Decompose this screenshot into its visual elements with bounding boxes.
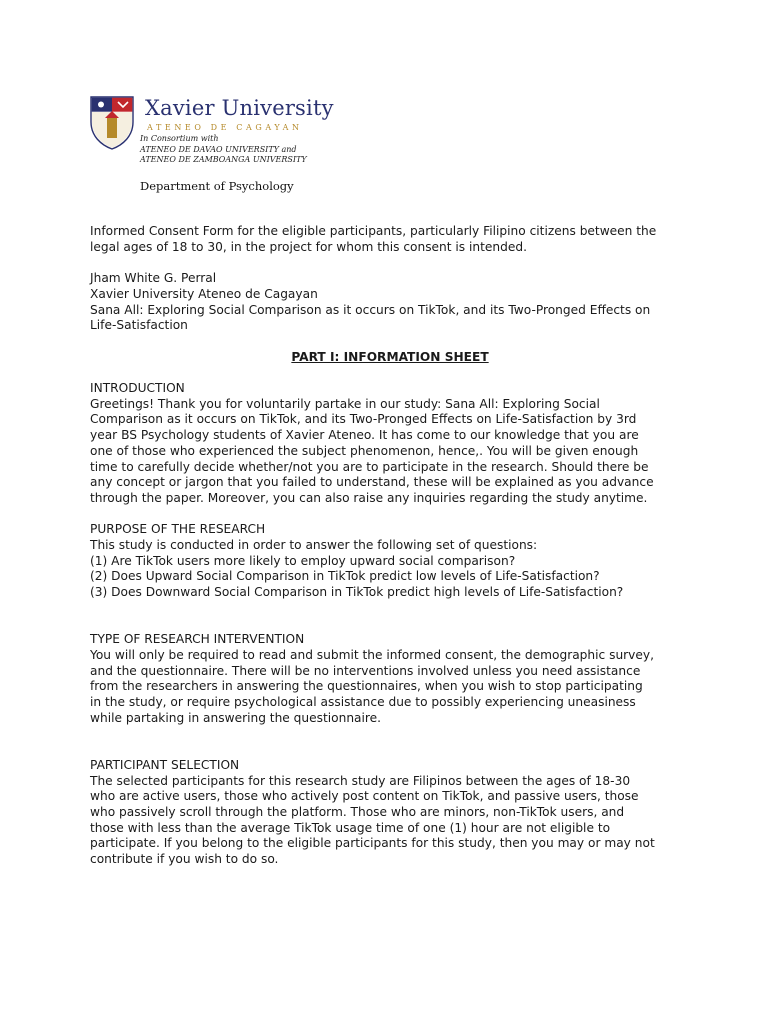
text-line: those with less than the average TikTok usage time of one (1) hour are not eligible to <box>90 820 611 835</box>
consortium-note <box>140 134 307 166</box>
section-heading: TYPE OF RESEARCH INTERVENTION <box>90 632 305 647</box>
text-line: (2) Does Upward Social Comparison in TikTok predict low levels of Life-Satisfaction? <box>90 569 600 584</box>
text-line: (3) Does Downward Social Comparison in TikTok predict high levels of Life-Satisfaction? <box>90 585 624 600</box>
participant-selection-section <box>90 758 690 868</box>
part-title: PART I: INFORMATION SHEET <box>291 349 489 364</box>
intro-paragraph <box>90 224 690 255</box>
section-heading: PARTICIPANT SELECTION <box>90 757 240 772</box>
author-block <box>90 271 690 334</box>
text-line: one of those who experienced the subject phenomenon, hence,. You will be given enough <box>90 443 639 458</box>
consortium-line: ATENEO DE DAVAO UNIVERSITY and <box>140 144 297 154</box>
section-heading: PURPOSE OF THE RESEARCH <box>90 522 266 537</box>
text-line: through the paper. Moreover, you can also raise any inquiries regarding the study anytime. <box>90 490 648 505</box>
text-line: from the researchers in answering the questionnaires, when you wish to stop participating <box>90 679 643 694</box>
study-title: Sana All: Exploring Social Comparison as it occurs on TikTok, and its Two-Pronged Effects on <box>90 302 651 317</box>
university-seal-icon <box>90 96 134 150</box>
text-line: You will only be required to read and submit the informed consent, the demographic survey, <box>90 647 654 662</box>
section-heading: INTRODUCTION <box>90 380 185 395</box>
intervention-section <box>90 632 690 726</box>
text-line: and the questionnaire. There will be no interventions involved unless you need assistance <box>90 663 641 678</box>
study-title: Life-Satisfaction <box>90 318 188 333</box>
consortium-line: In Consortium with <box>140 134 219 143</box>
text-line: in the study, or require psychological assistance due to possibly experiencing uneasiness <box>90 695 636 710</box>
text-line: year BS Psychology students of Xavier Ateneo. It has come to our knowledge that you are <box>90 428 639 443</box>
department-name: Department of Psychology <box>140 179 294 193</box>
author-name: Jham White G. Perral <box>90 271 217 286</box>
text-line: any concept or jargon that you failed to understand, these will be explained as you advance <box>90 475 654 490</box>
text-line: while partaking in answering the questionnaire. <box>90 710 382 725</box>
text-line: Greetings! Thank you for voluntarily partake in our study: Sana All: Exploring Social <box>90 396 600 411</box>
text-line: who passively scroll through the platform. Those who are minors, non-TikTok users, and <box>90 804 625 819</box>
text-line: legal ages of 18 to 30, in the project for whom this consent is intended. <box>90 239 527 254</box>
text-line: participate. If you belong to the eligible participants for this study, then you may or may not <box>90 836 655 851</box>
consortium-line: ATENEO DE ZAMBOANGA UNIVERSITY <box>140 155 307 164</box>
text-line: (1) Are TikTok users more likely to employ upward social comparison? <box>90 553 516 568</box>
text-line: This study is conducted in order to answer the following set of questions: <box>90 538 538 552</box>
introduction-section <box>90 381 690 507</box>
author-affiliation: Xavier University Ateneo de Cagayan <box>90 286 318 301</box>
text-line: who are active users, those who actively post content on TikTok, and passive users, those <box>90 789 639 804</box>
text-line: The selected participants for this research study are Filipinos between the ages of 18-30 <box>90 773 631 788</box>
text-line: time to carefully decide whether/not you are to participate in the research. Should there be <box>90 459 649 474</box>
text-line: Informed Consent Form for the eligible participants, particularly Filipino citizens between the <box>90 224 657 238</box>
document-body <box>90 224 690 868</box>
text-line: Comparison as it occurs on TikTok, and its Two-Pronged Effects on Life-Satisfaction by 3rd <box>90 412 637 427</box>
purpose-section <box>90 522 690 601</box>
university-name: Xavier University <box>145 96 334 120</box>
letterhead <box>90 96 390 196</box>
university-subtitle: ATENEO DE CAGAYAN <box>147 123 303 132</box>
text-line: contribute if you wish to do so. <box>90 852 279 867</box>
